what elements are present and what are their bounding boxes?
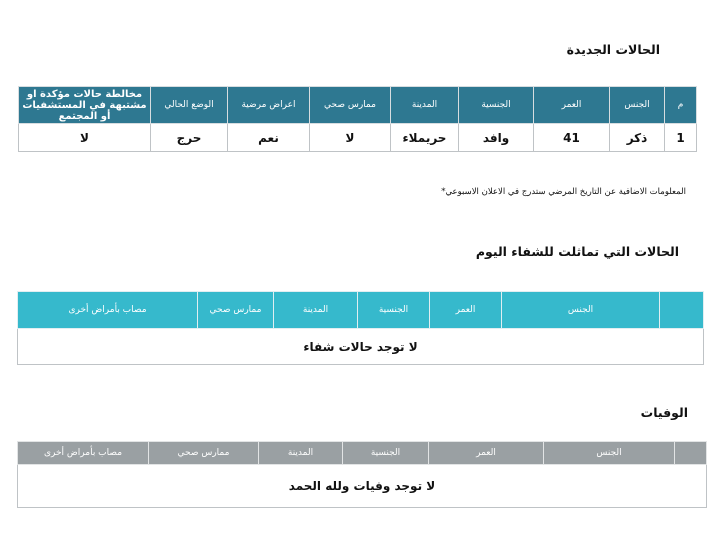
header-nationality: الجنسية — [343, 442, 429, 465]
header-age: العمر — [429, 442, 544, 465]
cell-health-worker: لا — [310, 124, 391, 152]
table-header-row — [18, 442, 707, 465]
header-age: العمر — [534, 87, 610, 124]
table-row — [19, 124, 697, 152]
header-age: العمر — [430, 292, 502, 329]
header-gender: الجنس — [544, 442, 675, 465]
no-recoveries-message: لا توجد حالات شفاء — [18, 329, 704, 365]
deaths-title: الوفيات — [640, 405, 688, 420]
table-header-row — [19, 87, 697, 124]
header-gender: الجنس — [502, 292, 660, 329]
table-row — [18, 465, 707, 508]
header-health-worker: ممارس صحي — [198, 292, 274, 329]
footnote: المعلومات الاضافية عن التاريخ المرضي ستدرج في الاعلان الاسبوعي* — [441, 187, 686, 197]
cell-city: حريملاء — [391, 124, 459, 152]
recovered-title: الحالات التي تماثلت للشفاء اليوم — [475, 244, 679, 259]
table-header-row — [18, 292, 704, 329]
header-empty — [675, 442, 707, 465]
cell-contact: لا — [19, 124, 151, 152]
table-row — [18, 329, 704, 365]
header-city: المدينة — [274, 292, 358, 329]
deaths-table — [17, 441, 707, 508]
recovered-table — [17, 291, 704, 365]
header-nationality: الجنسية — [459, 87, 534, 124]
cell-age: 41 — [534, 124, 610, 152]
header-nationality: الجنسية — [358, 292, 430, 329]
header-symptoms: اعراض مرضية — [228, 87, 310, 124]
header-city: المدينة — [259, 442, 343, 465]
header-health-worker: ممارس صحي — [149, 442, 259, 465]
header-gender: الجنس — [610, 87, 665, 124]
header-other-diseases: مصاب بأمراض أخرى — [18, 292, 198, 329]
header-index: م — [665, 87, 697, 124]
header-city: المدينة — [391, 87, 459, 124]
header-other-diseases: مصاب بأمراض أخرى — [18, 442, 149, 465]
new-cases-title: الحالات الجديدة — [566, 42, 660, 57]
cell-index: 1 — [665, 124, 697, 152]
cell-nationality: وافد — [459, 124, 534, 152]
cell-status: حرج — [151, 124, 228, 152]
cell-symptoms: نعم — [228, 124, 310, 152]
header-health-worker: ممارس صحي — [310, 87, 391, 124]
header-empty — [660, 292, 704, 329]
header-contact: مخالطة حالات مؤكدة او مشتبهة في المستشفيات أو المجتمع — [19, 87, 151, 124]
new-cases-table — [18, 86, 697, 152]
cell-gender: ذكر — [610, 124, 665, 152]
no-deaths-message: لا توجد وفيات ولله الحمد — [18, 465, 707, 508]
header-status: الوضع الحالي — [151, 87, 228, 124]
